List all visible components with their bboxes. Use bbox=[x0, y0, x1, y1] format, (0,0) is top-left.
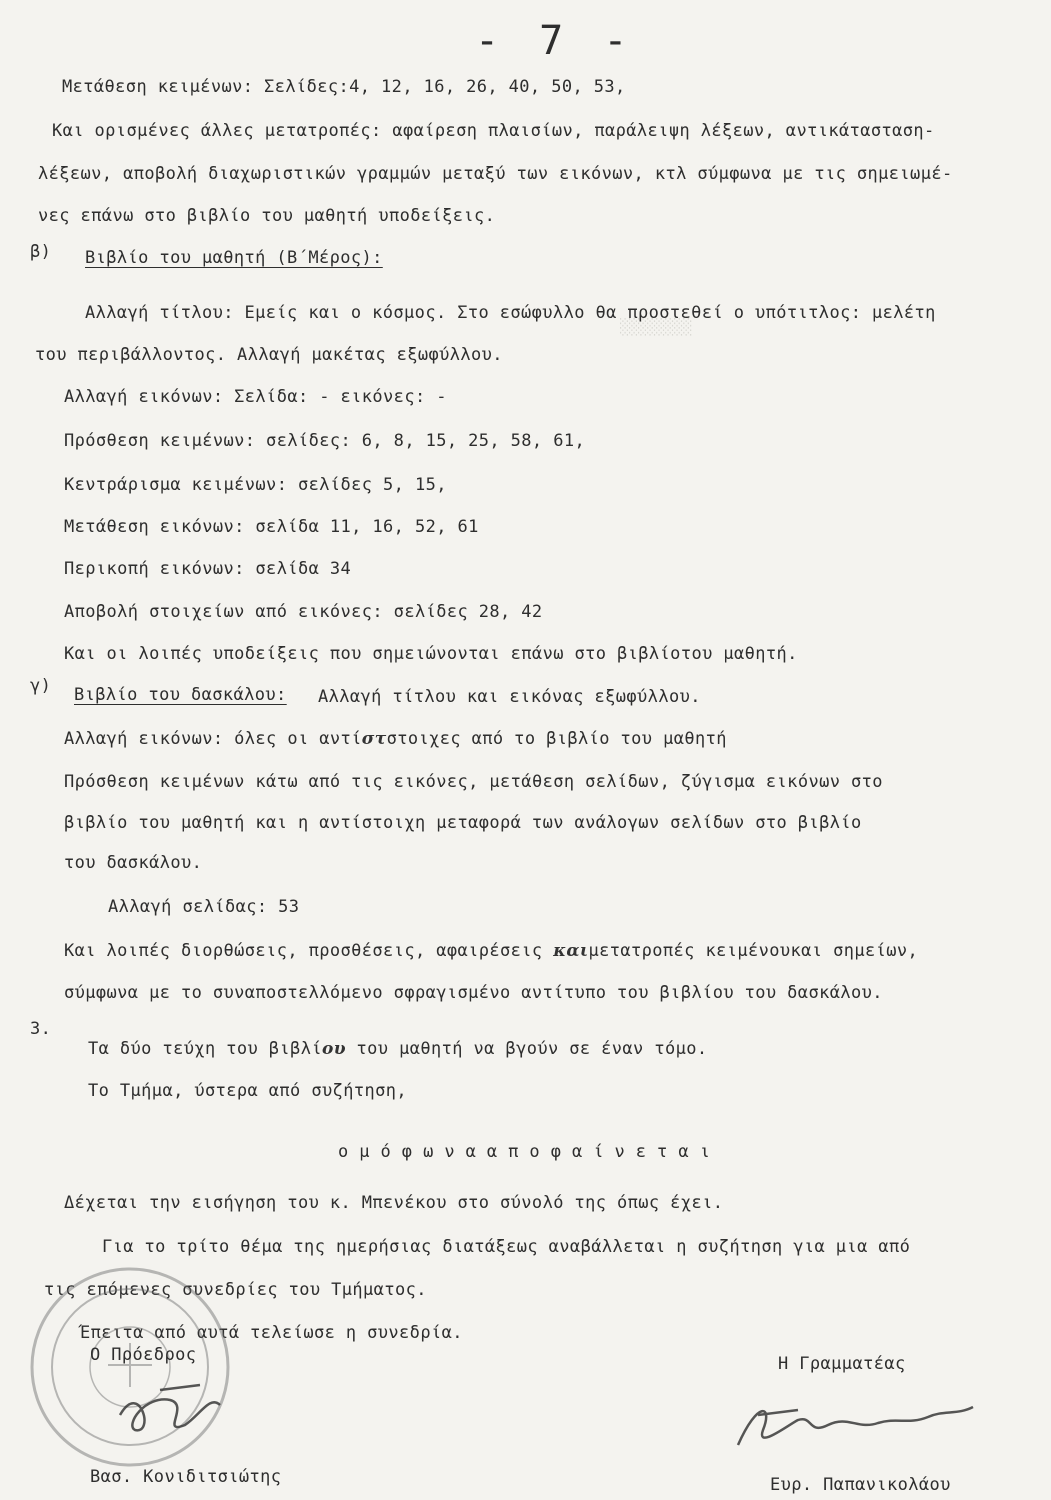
text-line: του δασκάλου. bbox=[64, 853, 203, 873]
text-segment: στοιχες από το βιβλίο του μαθητή bbox=[386, 729, 727, 749]
text-line: Περικοπή εικόνων: σελίδα 34 bbox=[64, 559, 352, 579]
text-segment: του μαθητή να βγούν σε έναν τόμο. bbox=[345, 1039, 708, 1059]
president-title: Ο Πρόεδρος bbox=[90, 1345, 197, 1365]
handwritten-correction: και bbox=[553, 941, 589, 961]
text-line: Για το τρίτο θέμα της ημερήσιας διατάξεως αναβάλλεται η συζήτηση για μια από bbox=[102, 1237, 911, 1257]
section-marker-three: 3. bbox=[30, 1019, 52, 1039]
text-line: Μετάθεση εικόνων: σελίδα 11, 16, 52, 61 bbox=[64, 517, 479, 537]
handwritten-correction: ου bbox=[321, 1039, 346, 1059]
text-line: σύμφωνα με το συναποστελλόμενο σφραγισμένο αντίτυπο του βιβλίου του δασκάλου. bbox=[64, 983, 883, 1003]
section-marker-gamma: γ) bbox=[30, 676, 52, 696]
decision-line: ο μ ό φ ω ν α α π ο φ α ί ν ε τ α ι bbox=[338, 1142, 711, 1162]
text-line: λέξεων, αποβολή διαχωριστικών γραμμών μεταξύ των εικόνων, κτλ σύμφωνα με τις σημειωμέ- bbox=[38, 164, 953, 184]
text-line bbox=[88, 1038, 708, 1060]
bleed-through: ░░░░░░░░ bbox=[620, 318, 693, 336]
secretary-signature bbox=[728, 1395, 978, 1455]
section-marker-beta: β) bbox=[30, 242, 52, 262]
text-line: βιβλίο του μαθητή και η αντίστοιχη μεταφορά των ανάλογων σελίδων στο βιβλίο bbox=[64, 813, 862, 833]
president-name: Βασ. Κονιδιτσιώτης bbox=[90, 1467, 282, 1487]
text-line: Αλλαγή εικόνων: Σελίδα: - εικόνες: - bbox=[64, 387, 447, 407]
text-line: Και οι λοιπές υποδείξεις που σημειώνονται επάνω στο βιβλίοτου μαθητή. bbox=[64, 644, 798, 664]
text-segment: Και λοιπές διορθώσεις, προσθέσεις, αφαιρέσεις bbox=[64, 941, 554, 961]
text-line: νες επάνω στο βιβλίο του μαθητή υποδείξεις. bbox=[38, 206, 496, 226]
text-line: του περιβάλλοντος. Αλλαγή μακέτας εξωφύλλου. bbox=[35, 345, 503, 365]
text-line: Αλλαγή τίτλου και εικόνας εξωφύλλου. bbox=[318, 687, 701, 707]
text-line bbox=[64, 771, 883, 793]
text-line: Αλλαγή σελίδας: 53 bbox=[108, 897, 300, 917]
page-number: - 7 - bbox=[475, 18, 636, 64]
text-line: Αποβολή στοιχείων από εικόνες: σελίδες 28, 42 bbox=[64, 602, 543, 622]
text-line: Αλλαγή τίτλου: Εμείς και ο κόσμος. Στο εσώφυλλο θα προστεθεί ο υπότιτλος: μελέτη bbox=[85, 303, 936, 323]
heading-student-book: Βιβλίο του μαθητή (Β΄Μέρος): bbox=[85, 248, 383, 268]
heading-teacher-book: Βιβλίο του δασκάλου: bbox=[74, 685, 287, 705]
text-line: Κεντράρισμα κειμένων: σελίδες 5, 15, bbox=[64, 475, 447, 495]
text-segment: μετάθεση σελίδων, ζύγισμα εικόνων στο bbox=[489, 772, 883, 792]
text-segment: Αλλαγή εικόνων: όλες οι αντί bbox=[64, 729, 362, 749]
president-signature bbox=[100, 1375, 240, 1445]
text-line: Μετάθεση κειμένων: Σελίδες:4, 12, 16, 26, 40, 50, 53, bbox=[62, 77, 626, 97]
text-line: Δέχεται την εισήγηση του κ. Μπενέκου στο σύνολό της όπως έχει. bbox=[64, 1193, 724, 1213]
secretary-title: Η Γραμματέας bbox=[778, 1354, 906, 1374]
text-line: Το Τμήμα, ύστερα από συζήτηση, bbox=[88, 1081, 408, 1101]
text-line: Και ορισμένες άλλες μετατροπές: αφαίρεση πλαισίων, παράλειψη λέξεων, αντικάτασταση- bbox=[52, 121, 935, 141]
text-segment: Πρόσθεση κειμένων κάτω από τις εικόνες, bbox=[64, 772, 490, 792]
text-line: Έπειτα από αυτά τελείωσε η συνεδρία. bbox=[80, 1323, 463, 1343]
text-line bbox=[64, 940, 918, 962]
text-segment: μετατροπές κειμένουκαι σημείων, bbox=[588, 941, 919, 961]
secretary-name: Ευρ. Παπανικολάου bbox=[770, 1475, 951, 1495]
text-segment: Τα δύο τεύχη του βιβλί bbox=[88, 1039, 322, 1059]
text-line: Πρόσθεση κειμένων: σελίδες: 6, 8, 15, 25, 58, 61, bbox=[64, 431, 586, 451]
text-line bbox=[64, 728, 727, 750]
handwritten-correction: στ bbox=[361, 729, 387, 749]
text-line: τις επόμενες συνεδρίες του Τμήματος. bbox=[44, 1280, 427, 1300]
